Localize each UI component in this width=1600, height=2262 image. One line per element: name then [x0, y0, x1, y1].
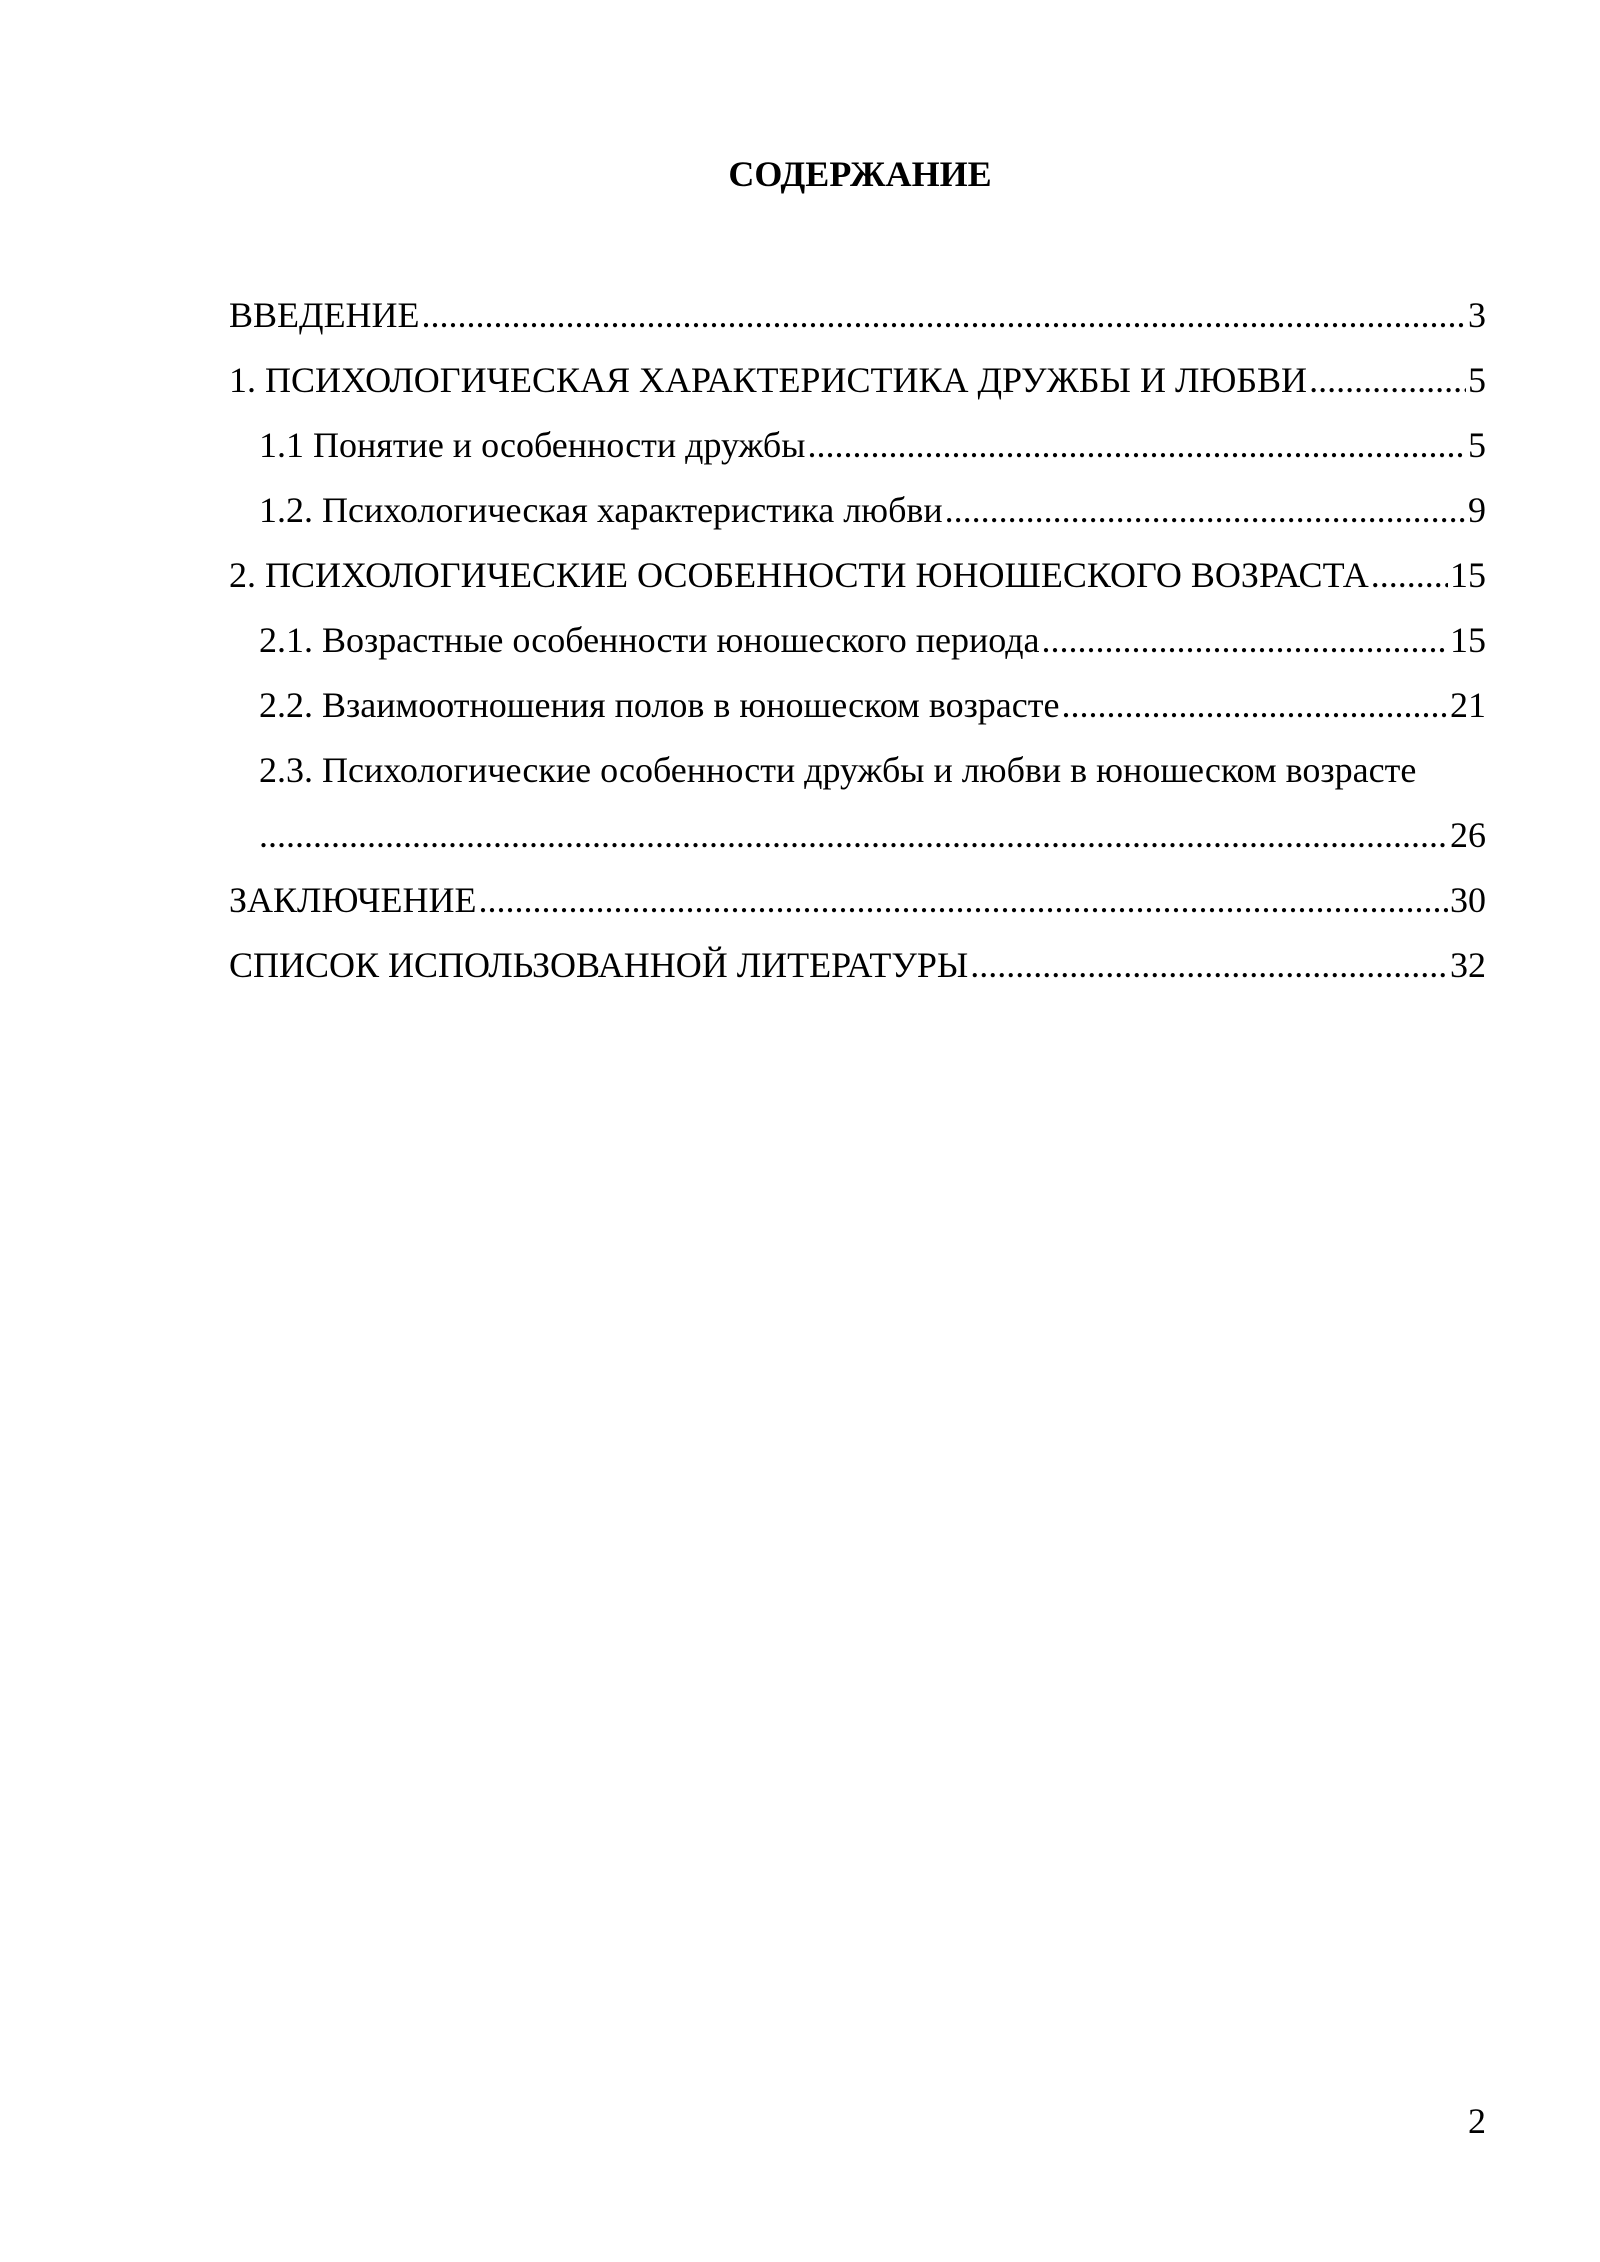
toc-entry-label: 2.1. Возрастные особенности юношеского периода — [259, 620, 1040, 660]
toc-entry-page: 5 — [1468, 360, 1486, 400]
toc-heading: СОДЕРЖАНИЕ — [728, 154, 992, 194]
toc-entry-section-1-2[interactable] — [229, 478, 1486, 543]
toc-entry-page: 26 — [1450, 815, 1486, 855]
toc-entry-page: 32 — [1450, 945, 1486, 985]
dot-leader — [1042, 608, 1449, 673]
toc-entry-references[interactable] — [229, 933, 1486, 998]
toc-entry-section-2-1[interactable] — [229, 608, 1486, 673]
toc-entry-label: СПИСОК ИСПОЛЬЗОВАННОЙ ЛИТЕРАТУРЫ — [229, 945, 969, 985]
dot-leader — [1309, 348, 1466, 413]
dot-leader — [970, 933, 1448, 998]
toc-entry-conclusion[interactable] — [229, 868, 1486, 933]
toc-entry-chapter-1[interactable] — [229, 348, 1486, 413]
toc-entry-page: 5 — [1468, 425, 1486, 465]
toc-entry-page: 30 — [1450, 880, 1486, 920]
toc-entry-page: 21 — [1450, 685, 1486, 725]
toc-entry-section-1-1[interactable] — [229, 413, 1486, 478]
toc-entry-label: 1.1 Понятие и особенности дружбы — [259, 425, 806, 465]
toc-entry-section-2-3[interactable] — [229, 738, 1486, 803]
toc-entry-label: 2.3. Психологические особенности дружбы и любви в юношеском возрасте — [259, 750, 1417, 790]
toc-entry-page: 15 — [1450, 620, 1486, 660]
toc-entry-label: ЗАКЛЮЧЕНИЕ — [229, 880, 477, 920]
dot-leader — [422, 283, 1466, 348]
toc-entry-chapter-2[interactable] — [229, 543, 1486, 608]
dot-leader — [478, 868, 1448, 933]
dot-leader — [945, 478, 1466, 543]
toc-entry-section-2-3-leader-line[interactable] — [229, 803, 1486, 868]
dot-leader — [1061, 673, 1448, 738]
toc-entry-page: 15 — [1450, 555, 1486, 595]
page-number: 2 — [1468, 2101, 1486, 2141]
dot-leader — [259, 803, 1448, 868]
toc-entry-introduction[interactable] — [229, 283, 1486, 348]
toc-entry-label: ВВЕДЕНИЕ — [229, 295, 420, 335]
table-of-contents — [229, 283, 1486, 998]
toc-entry-label: 1. ПСИХОЛОГИЧЕСКАЯ ХАРАКТЕРИСТИКА ДРУЖБЫ И ЛЮБВИ — [229, 360, 1308, 400]
dot-leader — [1371, 543, 1448, 608]
toc-entry-label: 2. ПСИХОЛОГИЧЕСКИЕ ОСОБЕННОСТИ ЮНОШЕСКОГО ВОЗРАСТА — [229, 555, 1369, 595]
toc-entry-label: 2.2. Взаимоотношения полов в юношеском возрасте — [259, 685, 1060, 725]
toc-entry-page: 3 — [1468, 295, 1486, 335]
toc-entry-page: 9 — [1468, 490, 1486, 530]
toc-entry-label: 1.2. Психологическая характеристика любви — [259, 490, 943, 530]
toc-entry-section-2-2[interactable] — [229, 673, 1486, 738]
dot-leader — [807, 413, 1466, 478]
